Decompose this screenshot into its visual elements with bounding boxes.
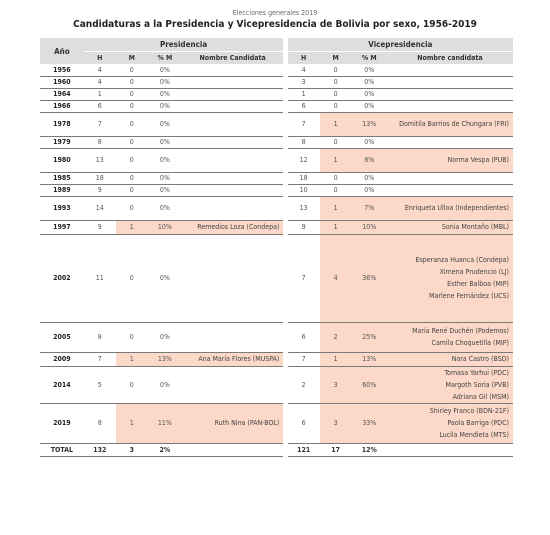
total-vice-pct: 12% — [352, 443, 387, 456]
pres-name-cell — [182, 234, 283, 322]
table-row — [40, 366, 513, 403]
presidencia-header: Presidencia — [84, 38, 284, 52]
pres-h-cell: 18 — [84, 172, 116, 184]
vice-m-cell: 1 — [320, 112, 352, 136]
vice-m-cell: 0 — [320, 64, 352, 76]
pres-name-cell — [182, 403, 283, 443]
year-cell: 1979 — [40, 136, 84, 148]
pres-m-cell: 1 — [116, 220, 148, 234]
vice-m-cell: 0 — [320, 172, 352, 184]
vice-pct-cell: 13% — [352, 352, 387, 366]
pres-pct-cell: 0% — [148, 196, 182, 220]
pres-m-cell: 0 — [116, 172, 148, 184]
pres-m-cell: 0 — [116, 322, 148, 352]
pres-pct-cell: 0% — [148, 112, 182, 136]
table-row — [40, 322, 513, 352]
year-cell: 1956 — [40, 64, 84, 76]
vice-name-cell — [387, 112, 513, 136]
table-row — [40, 76, 513, 88]
pres-name-cell — [182, 352, 283, 366]
year-cell: 2019 — [40, 403, 84, 443]
col-pct-vice: % M — [352, 52, 387, 65]
pres-m-cell: 0 — [116, 64, 148, 76]
vice-h-cell: 6 — [288, 403, 320, 443]
vice-name-cell — [387, 184, 513, 196]
vice-h-cell: 12 — [288, 148, 320, 172]
col-h-pres: H — [84, 52, 116, 65]
vice-m-cell: 4 — [320, 234, 352, 322]
candidate-name: Ximena Prudencio (LJ) — [439, 268, 509, 276]
candidate-name: Domitila Barrios de Chungara (FRI) — [399, 120, 509, 128]
pres-pct-cell: 0% — [148, 76, 182, 88]
pres-m-cell: 0 — [116, 136, 148, 148]
year-cell: 1966 — [40, 100, 84, 112]
candidate-name: Esperanza Huanca (Condepa) — [415, 256, 509, 264]
vice-name-cell — [387, 88, 513, 100]
pres-h-cell: 9 — [84, 184, 116, 196]
pres-h-cell: 5 — [84, 366, 116, 403]
col-nombre-pres: Nombre Candidata — [182, 52, 283, 65]
candidate-name: Marlene Fernández (UCS) — [429, 292, 509, 300]
anio-header: Año — [40, 38, 84, 64]
vice-pct-cell: 0% — [352, 76, 387, 88]
vice-h-cell: 7 — [288, 352, 320, 366]
vice-pct-cell: 10% — [352, 220, 387, 234]
vice-m-cell: 1 — [320, 352, 352, 366]
vice-h-cell: 6 — [288, 322, 320, 352]
vice-name-cell — [387, 148, 513, 172]
page-title: Candidaturas a la Presidencia y Vicepresidencia de Bolivia por sexo, 1956-2019 — [73, 19, 477, 30]
table-row — [40, 64, 513, 76]
pres-pct-cell: 13% — [148, 352, 182, 366]
vice-m-cell: 0 — [320, 88, 352, 100]
pres-m-cell: 0 — [116, 112, 148, 136]
pres-pct-cell: 0% — [148, 184, 182, 196]
pres-pct-cell: 0% — [148, 136, 182, 148]
candidate-name: Ana María Flores (MUSPA) — [198, 355, 280, 363]
vice-pct-cell: 0% — [352, 184, 387, 196]
vice-m-cell: 1 — [320, 196, 352, 220]
candidate-name: Lucila Mendieta (MTS) — [439, 431, 509, 439]
col-pct-pres: % M — [148, 52, 182, 65]
vice-m-cell: 0 — [320, 136, 352, 148]
pres-h-cell: 13 — [84, 148, 116, 172]
vice-h-cell: 6 — [288, 100, 320, 112]
candidate-name: Margoth Soria (PVB) — [445, 380, 509, 389]
pres-pct-cell: 11% — [148, 403, 182, 443]
vice-m-cell: 3 — [320, 403, 352, 443]
total-vice-name — [387, 443, 513, 456]
vice-h-cell: 18 — [288, 172, 320, 184]
vice-h-cell: 9 — [288, 220, 320, 234]
year-cell: 1985 — [40, 172, 84, 184]
group-header-row — [40, 38, 513, 52]
pres-name-cell — [182, 322, 283, 352]
pres-name-cell — [182, 76, 283, 88]
year-cell: 1964 — [40, 88, 84, 100]
pres-m-cell: 0 — [116, 100, 148, 112]
vice-h-cell: 7 — [288, 112, 320, 136]
pres-m-cell: 0 — [116, 234, 148, 322]
col-nombre-vice: Nombre candidata — [387, 52, 513, 65]
pres-name-cell — [182, 148, 283, 172]
pres-h-cell: 4 — [84, 76, 116, 88]
table-row — [40, 403, 513, 443]
pres-h-cell: 7 — [84, 112, 116, 136]
year-cell: 1997 — [40, 220, 84, 234]
pres-h-cell: 8 — [84, 322, 116, 352]
total-pres-pct: 2% — [148, 443, 182, 456]
supertitle: Elecciones generales 2019 — [232, 9, 318, 17]
pres-h-cell: 4 — [84, 64, 116, 76]
vicepresidencia-header: Vicepresidencia — [288, 38, 513, 52]
table-row — [40, 100, 513, 112]
pres-pct-cell: 0% — [148, 88, 182, 100]
pres-pct-cell: 0% — [148, 366, 182, 403]
total-vice-h: 121 — [288, 443, 320, 456]
year-cell: 1978 — [40, 112, 84, 136]
pres-pct-cell: 0% — [148, 234, 182, 322]
candidaturas-table — [40, 38, 513, 457]
candidate-name: Nora Castro (BSD) — [451, 355, 509, 363]
pres-m-cell: 1 — [116, 352, 148, 366]
vice-h-cell: 3 — [288, 76, 320, 88]
vice-h-cell: 1 — [288, 88, 320, 100]
column-header-row — [40, 52, 513, 65]
candidate-name: Sonia Montaño (MBL) — [441, 223, 509, 231]
year-cell: 1980 — [40, 148, 84, 172]
pres-pct-cell: 0% — [148, 172, 182, 184]
pres-pct-cell: 0% — [148, 322, 182, 352]
col-m-vice: M — [320, 52, 352, 65]
pres-h-cell: 14 — [84, 196, 116, 220]
table-row — [40, 352, 513, 366]
candidate-name: Esther Balboa (MIP) — [447, 280, 509, 288]
year-cell: 1989 — [40, 184, 84, 196]
vice-pct-cell: 7% — [352, 196, 387, 220]
pres-name-cell — [182, 88, 283, 100]
vice-h-cell: 13 — [288, 196, 320, 220]
pres-name-cell — [182, 136, 283, 148]
year-cell: 2005 — [40, 322, 84, 352]
year-cell: 2009 — [40, 352, 84, 366]
vice-m-cell: 0 — [320, 76, 352, 88]
vice-h-cell: 4 — [288, 64, 320, 76]
candidate-name: Shirley Franco (BDN-21F) — [429, 407, 509, 415]
pres-name-cell — [182, 220, 283, 234]
pres-name-cell — [182, 100, 283, 112]
vice-h-cell: 7 — [288, 234, 320, 322]
vice-pct-cell: 25% — [352, 322, 387, 352]
vice-name-cell — [387, 366, 513, 403]
pres-pct-cell: 10% — [148, 220, 182, 234]
total-pres-m: 3 — [116, 443, 148, 456]
year-cell: 2002 — [40, 234, 84, 322]
pres-h-cell: 6 — [84, 100, 116, 112]
vice-m-cell: 3 — [320, 366, 352, 403]
vice-name-cell — [387, 220, 513, 234]
pres-h-cell: 8 — [84, 136, 116, 148]
table-row — [40, 234, 513, 322]
vice-pct-cell: 0% — [352, 64, 387, 76]
candidate-name: Enriqueta Ulloa (Independientes) — [404, 204, 509, 212]
pres-pct-cell: 0% — [148, 100, 182, 112]
table-row — [40, 136, 513, 148]
vice-m-cell: 1 — [320, 148, 352, 172]
pres-name-cell — [182, 196, 283, 220]
vice-m-cell: 1 — [320, 220, 352, 234]
vice-name-cell — [387, 76, 513, 88]
vice-name-cell — [387, 322, 513, 352]
total-pres-h: 132 — [84, 443, 116, 456]
vice-pct-cell: 0% — [352, 136, 387, 148]
vice-m-cell: 0 — [320, 100, 352, 112]
vice-pct-cell: 13% — [352, 112, 387, 136]
pres-m-cell: 0 — [116, 88, 148, 100]
pres-h-cell: 9 — [84, 220, 116, 234]
table-row — [40, 220, 513, 234]
table-row — [40, 112, 513, 136]
pres-m-cell: 0 — [116, 184, 148, 196]
pres-m-cell: 0 — [116, 76, 148, 88]
candidate-name: Camila Choquetilla (MIP) — [431, 339, 509, 347]
pres-name-cell — [182, 112, 283, 136]
vice-m-cell: 0 — [320, 184, 352, 196]
table-row — [40, 172, 513, 184]
table-row — [40, 184, 513, 196]
vice-name-cell — [387, 136, 513, 148]
col-h-vice: H — [288, 52, 320, 65]
pres-m-cell: 0 — [116, 196, 148, 220]
candidate-name: Paola Barriga (PDC) — [447, 419, 509, 427]
total-vice-m: 17 — [320, 443, 352, 456]
total-row — [40, 443, 513, 456]
vice-h-cell: 8 — [288, 136, 320, 148]
pres-name-cell — [182, 64, 283, 76]
year-cell: 1960 — [40, 76, 84, 88]
vice-m-cell: 2 — [320, 322, 352, 352]
pres-name-cell — [182, 172, 283, 184]
table-row — [40, 88, 513, 100]
vice-pct-cell: 8% — [352, 148, 387, 172]
vice-name-cell — [387, 234, 513, 322]
pres-name-cell — [182, 366, 283, 403]
table-row — [40, 196, 513, 220]
vice-pct-cell: 36% — [352, 234, 387, 322]
vice-name-cell — [387, 403, 513, 443]
vice-name-cell — [387, 172, 513, 184]
total-label: TOTAL — [40, 443, 84, 456]
pres-pct-cell: 0% — [148, 148, 182, 172]
pres-m-cell: 0 — [116, 148, 148, 172]
pres-h-cell: 1 — [84, 88, 116, 100]
vice-name-cell — [387, 64, 513, 76]
candidate-name: Ruth Nina (PAN-BOL) — [214, 419, 280, 427]
col-m-pres: M — [116, 52, 148, 65]
vice-h-cell: 2 — [288, 366, 320, 403]
year-cell: 1993 — [40, 196, 84, 220]
pres-h-cell: 8 — [84, 403, 116, 443]
vice-pct-cell: 33% — [352, 403, 387, 443]
vice-pct-cell: 0% — [352, 172, 387, 184]
year-cell: 2014 — [40, 366, 84, 403]
vice-name-cell — [387, 100, 513, 112]
table-body — [40, 64, 513, 443]
candidate-name: Adriana Gil (MSM) — [452, 392, 509, 401]
candidate-name: Norma Vespa (PUB) — [447, 156, 509, 164]
pres-h-cell: 11 — [84, 234, 116, 322]
pres-pct-cell: 0% — [148, 64, 182, 76]
vice-name-cell — [387, 352, 513, 366]
candidate-name: Tomasa Yarhui (PDC) — [444, 368, 509, 377]
pres-name-cell — [182, 184, 283, 196]
candidate-name: Remedios Loza (Condepa) — [197, 223, 280, 231]
vice-pct-cell: 0% — [352, 88, 387, 100]
pres-m-cell: 1 — [116, 403, 148, 443]
pres-m-cell: 0 — [116, 366, 148, 403]
vice-name-cell — [387, 196, 513, 220]
pres-h-cell: 7 — [84, 352, 116, 366]
vice-h-cell: 10 — [288, 184, 320, 196]
total-pres-name — [182, 443, 283, 456]
table-row — [40, 148, 513, 172]
vice-pct-cell: 60% — [352, 366, 387, 403]
candidate-name: María René Duchén (Podemos) — [412, 327, 509, 335]
vice-pct-cell: 0% — [352, 100, 387, 112]
